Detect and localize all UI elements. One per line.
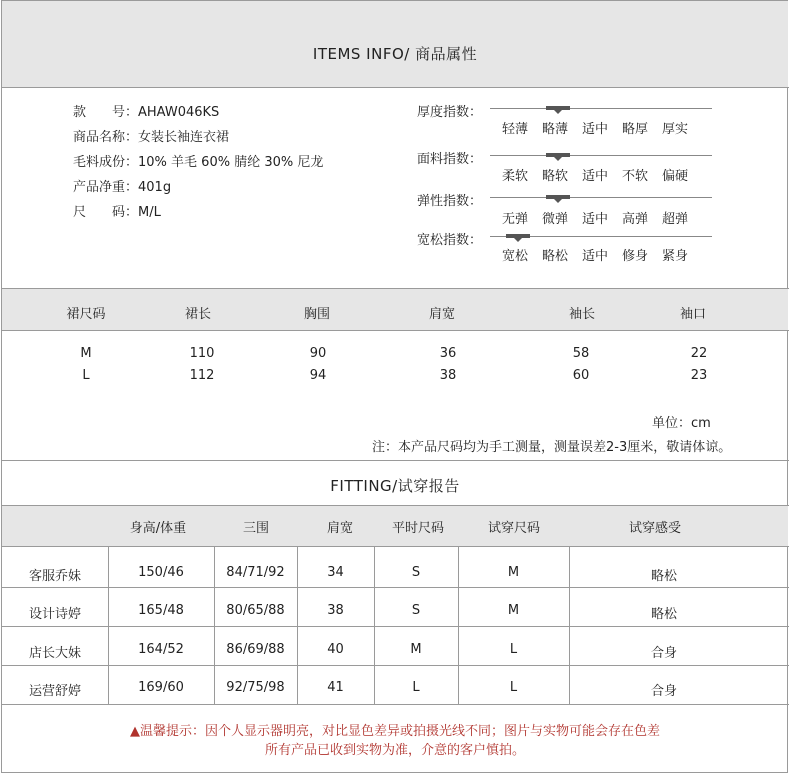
fitting-cell: 164/52 bbox=[138, 642, 184, 657]
divider bbox=[1, 87, 789, 88]
warning-notice-line2: 所有产品已收到实物为准，介意的客户慎拍。 bbox=[264, 743, 525, 758]
info-label: 款 号： bbox=[73, 105, 139, 120]
fitting-cell: 80/65/88 bbox=[226, 603, 285, 618]
scale-option: 不软 bbox=[621, 169, 648, 184]
fitting-cell: 165/48 bbox=[138, 603, 184, 618]
info-row-size bbox=[73, 201, 161, 220]
scale-option: 适中 bbox=[581, 249, 608, 264]
fitting-cell: L bbox=[509, 642, 518, 657]
scale-option: 略厚 bbox=[621, 122, 648, 137]
fitting-cell: S bbox=[411, 565, 421, 580]
fitting-cell: 合身 bbox=[650, 646, 677, 661]
scale-label-thickness: 厚度指数： bbox=[417, 105, 483, 120]
fitting-cell: 略松 bbox=[650, 569, 677, 584]
size-cell: 23 bbox=[690, 368, 708, 383]
scale-line bbox=[490, 197, 712, 198]
info-value: 女装长袖连衣裙 bbox=[138, 130, 230, 145]
fitting-cell: 34 bbox=[327, 565, 344, 580]
scale-option: 高弹 bbox=[621, 212, 648, 227]
size-cell: 90 bbox=[309, 346, 327, 361]
scale-marker-icon bbox=[546, 195, 570, 199]
divider bbox=[1, 460, 789, 461]
scale-marker-icon bbox=[546, 106, 570, 110]
size-header: 袖口 bbox=[679, 307, 706, 322]
scale-option: 超弹 bbox=[661, 212, 688, 227]
fitting-title: FITTING/试穿报告 bbox=[330, 477, 460, 495]
fitting-header: 三围 bbox=[242, 521, 269, 536]
info-row-style-no bbox=[73, 101, 219, 120]
info-label: 商品名称： bbox=[73, 130, 139, 145]
scale-option: 紧身 bbox=[661, 249, 688, 264]
divider bbox=[1, 704, 789, 705]
info-value: AHAW046KS bbox=[138, 105, 220, 120]
size-cell: M bbox=[80, 346, 92, 361]
scale-label-softness: 面料指数： bbox=[417, 152, 483, 167]
size-header: 裙尺码 bbox=[66, 307, 106, 322]
fitting-header: 平时尺码 bbox=[391, 521, 444, 536]
info-row-weight bbox=[73, 176, 171, 195]
scale-option: 偏硬 bbox=[661, 169, 688, 184]
fitting-cell-name: 客服乔妹 bbox=[28, 569, 81, 584]
scale-label-elasticity: 弹性指数： bbox=[417, 194, 483, 209]
fitting-cell-name: 运营舒婷 bbox=[28, 684, 81, 699]
size-header: 裙长 bbox=[184, 307, 211, 322]
divider bbox=[1, 626, 789, 627]
size-header: 袖长 bbox=[568, 307, 595, 322]
measurement-note: 注：本产品尺码均为手工测量，测量误差2-3厘米，敬请体谅。 bbox=[372, 440, 732, 455]
fitting-header: 身高/体重 bbox=[129, 521, 187, 536]
scale-option: 适中 bbox=[581, 212, 608, 227]
fitting-cell: 86/69/88 bbox=[226, 642, 285, 657]
fitting-cell-name: 设计诗婷 bbox=[28, 607, 81, 622]
scale-option: 略软 bbox=[541, 169, 568, 184]
scale-option: 柔软 bbox=[501, 169, 528, 184]
fitting-header: 肩宽 bbox=[326, 521, 353, 536]
size-cell: 22 bbox=[690, 346, 708, 361]
fitting-cell: 略松 bbox=[650, 607, 677, 622]
info-value: M/L bbox=[138, 205, 161, 220]
scale-option: 轻薄 bbox=[501, 122, 528, 137]
info-value: 401g bbox=[138, 180, 172, 195]
size-header: 肩宽 bbox=[428, 307, 455, 322]
scale-option: 厚实 bbox=[661, 122, 688, 137]
fitting-cell: 84/71/92 bbox=[226, 565, 285, 580]
fitting-cell: 41 bbox=[327, 680, 344, 695]
info-row-name bbox=[73, 126, 229, 145]
scale-marker-icon bbox=[506, 234, 530, 238]
page-title: ITEMS INFO/ 商品属性 bbox=[312, 45, 478, 63]
info-label: 尺 码： bbox=[73, 205, 139, 220]
info-label: 产品净重： bbox=[73, 180, 139, 195]
fitting-header: 试穿感受 bbox=[628, 521, 681, 536]
divider bbox=[1, 330, 789, 331]
unit-label: 单位：cm bbox=[652, 416, 711, 431]
fitting-cell: L bbox=[509, 680, 518, 695]
fitting-cell: M bbox=[410, 642, 422, 657]
size-cell: 94 bbox=[309, 368, 327, 383]
fitting-cell: M bbox=[507, 603, 520, 618]
fitting-cell: 合身 bbox=[650, 684, 677, 699]
size-cell: 38 bbox=[439, 368, 457, 383]
scale-option: 略薄 bbox=[541, 122, 568, 137]
size-header: 胸围 bbox=[303, 307, 330, 322]
fitting-cell: L bbox=[412, 680, 420, 695]
scale-option: 宽松 bbox=[501, 249, 528, 264]
fitting-cell: 150/46 bbox=[138, 565, 184, 580]
fitting-cell: 38 bbox=[327, 603, 344, 618]
fitting-cell: M bbox=[507, 565, 520, 580]
divider bbox=[1, 546, 789, 547]
size-cell: 58 bbox=[572, 346, 590, 361]
info-label: 毛料成份： bbox=[73, 155, 139, 170]
size-cell: 110 bbox=[189, 346, 215, 361]
size-cell: L bbox=[82, 368, 90, 383]
scale-option: 修身 bbox=[621, 249, 648, 264]
fitting-cell: 169/60 bbox=[138, 680, 184, 695]
size-cell: 60 bbox=[572, 368, 590, 383]
info-row-material bbox=[73, 151, 323, 170]
scale-option: 微弹 bbox=[541, 212, 568, 227]
fitting-cell-name: 店长大妹 bbox=[28, 646, 81, 661]
fitting-cell: 40 bbox=[327, 642, 344, 657]
divider bbox=[1, 665, 789, 666]
scale-option: 适中 bbox=[581, 169, 608, 184]
scale-marker-icon bbox=[546, 153, 570, 157]
warning-notice-line1: ▲温馨提示：因个人显示器明亮，对比显色差异或拍摄光线不同；图片与实物可能会存在色差 bbox=[130, 724, 660, 739]
scale-line bbox=[490, 108, 712, 109]
fitting-cell: 92/75/98 bbox=[226, 680, 285, 695]
scale-line bbox=[490, 155, 712, 156]
scale-option: 略松 bbox=[541, 249, 568, 264]
scale-option: 无弹 bbox=[501, 212, 528, 227]
scale-label-looseness: 宽松指数： bbox=[417, 233, 483, 248]
size-cell: 36 bbox=[439, 346, 457, 361]
info-value: 10% 羊毛 60% 腈纶 30% 尼龙 bbox=[138, 155, 324, 170]
size-cell: 112 bbox=[189, 368, 215, 383]
fitting-cell: S bbox=[411, 603, 421, 618]
scale-option: 适中 bbox=[581, 122, 608, 137]
divider bbox=[1, 587, 789, 588]
fitting-header: 试穿尺码 bbox=[487, 521, 540, 536]
